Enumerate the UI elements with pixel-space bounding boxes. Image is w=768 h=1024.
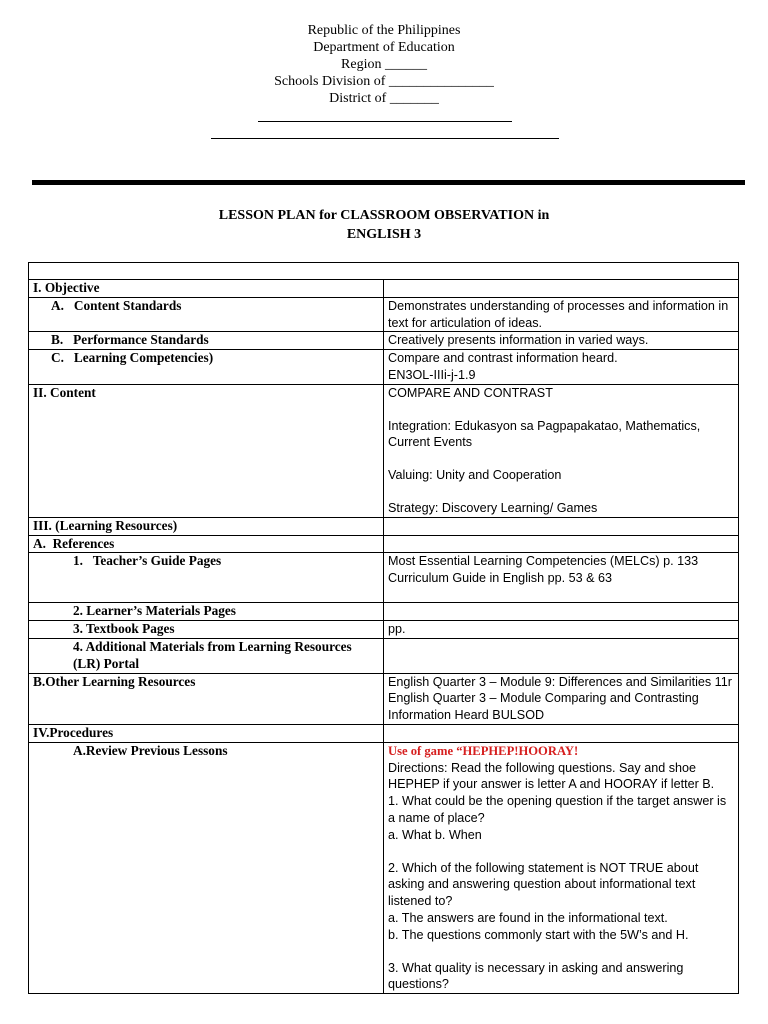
- content-standards-value: Demonstrates understanding of processes and information in text for articulation of ideas.: [384, 297, 739, 332]
- table-row: [29, 535, 739, 553]
- procedures-label: IV.Procedures: [29, 724, 384, 742]
- table-row: [29, 742, 739, 993]
- review-question-1: 1. What could be the opening question if the target answer is a name of place?: [388, 794, 727, 825]
- other-resource-module-comparing: English Quarter 3 – Module Comparing and Contrasting Information Heard BULSOD: [388, 691, 699, 723]
- table-row: [29, 517, 739, 535]
- header-divider: [32, 180, 745, 185]
- review-directions: Directions: Read the following questions. Say and shoe HEPHEP if your answer is letter A and HOORAY if letter B.: [388, 760, 715, 792]
- performance-standards-value: Creatively presents information in varied ways.: [384, 332, 739, 350]
- learners-materials-value: [384, 603, 739, 621]
- content-valuing: Valuing: Unity and Cooperation: [388, 468, 562, 483]
- textbook-label: 3. Textbook Pages: [29, 621, 384, 639]
- content-topic: COMPARE AND CONTRAST: [388, 385, 553, 400]
- textbook-value: pp.: [384, 621, 739, 639]
- table-row: [29, 603, 739, 621]
- references-label: A. References: [29, 535, 384, 553]
- spacer: [388, 451, 734, 467]
- learning-resources-value: [384, 517, 739, 535]
- other-resource-module-9: English Quarter 3 – Module 9: Differences and Similarities 11r: [388, 674, 732, 689]
- spacer: [388, 402, 734, 418]
- references-value: [384, 535, 739, 553]
- document-header: [0, 22, 768, 107]
- table-row: [29, 638, 739, 673]
- review-question-2: 2. Which of the following statement is NOT TRUE about asking and answering question about informational text listened to?: [388, 860, 699, 909]
- header-region: Region ______: [341, 57, 427, 72]
- header-republic: Republic of the Philippines: [307, 23, 461, 38]
- review-question-3: 3. What quality is necessary in asking and answering questions?: [388, 960, 684, 992]
- table-row: [29, 724, 739, 742]
- review-question-2-option-b: b. The questions commonly start with the 5W’s and H.: [388, 927, 689, 942]
- teachers-guide-label: 1. Teacher’s Guide Pages: [29, 553, 384, 603]
- review-question-2-option-a: a. The answers are found in the informational text.: [388, 910, 668, 925]
- lesson-plan-table: [28, 262, 739, 994]
- other-resources-value: [384, 673, 739, 724]
- procedures-value: [384, 724, 739, 742]
- table-row: [29, 263, 739, 280]
- objective-value: [384, 280, 739, 298]
- content-integration: Integration: Edukasyon sa Pagpapakatao, Mathematics, Current Events: [388, 418, 701, 450]
- learners-materials-label: 2. Learner’s Materials Pages: [29, 603, 384, 621]
- table-row: [29, 553, 739, 603]
- title-line-2: ENGLISH 3: [346, 227, 422, 242]
- table-row: [29, 621, 739, 639]
- content-label: II. Content: [29, 384, 384, 517]
- table-top-empty-cell: [29, 263, 739, 280]
- learning-resources-label: III. (Learning Resources): [29, 517, 384, 535]
- teachers-guide-value: [384, 553, 739, 603]
- spacer: [388, 484, 734, 500]
- content-standards-label: A. Content Standards: [29, 297, 384, 332]
- blank-line-1: [258, 121, 512, 122]
- competency-text: Compare and contrast information heard.: [388, 351, 618, 366]
- teachers-guide-curriculum: Curriculum Guide in English pp. 53 & 63: [388, 571, 613, 586]
- review-value: [384, 742, 739, 993]
- content-value: [384, 384, 739, 517]
- review-question-1-options: a. What b. When: [388, 827, 482, 842]
- table-row: [29, 350, 739, 385]
- objective-label: I. Objective: [29, 280, 384, 298]
- additional-materials-label: 4. Additional Materials from Learning Resources (LR) Portal: [29, 638, 384, 673]
- review-label: A.Review Previous Lessons: [29, 742, 384, 993]
- table-row: [29, 280, 739, 298]
- title-line-1: LESSON PLAN for CLASSROOM OBSERVATION in: [218, 208, 550, 223]
- competencies-value: [384, 350, 739, 385]
- other-resources-label: B.Other Learning Resources: [29, 673, 384, 724]
- spacer: [388, 944, 734, 960]
- review-game-title: Use of game “HEPHEP!HOORAY!: [388, 743, 579, 758]
- document-title: [0, 206, 768, 244]
- performance-standards-label: B. Performance Standards: [29, 332, 384, 350]
- teachers-guide-melc: Most Essential Learning Competencies (MELCs) p. 133: [388, 554, 699, 569]
- blank-line-2: [211, 138, 559, 139]
- content-strategy: Strategy: Discovery Learning/ Games: [388, 500, 598, 515]
- header-department: Department of Education: [313, 40, 455, 55]
- table-row: [29, 332, 739, 350]
- spacer: [388, 844, 734, 860]
- competency-code: EN3OL-IIIi-j-1.9: [388, 367, 476, 382]
- table-row: [29, 673, 739, 724]
- additional-materials-value: [384, 638, 739, 673]
- competencies-label: C. Learning Competencies): [29, 350, 384, 385]
- table-row: [29, 384, 739, 517]
- header-schools-division: Schools Division of _______________: [274, 74, 494, 89]
- table-row: [29, 297, 739, 332]
- header-district: District of _______: [329, 91, 439, 106]
